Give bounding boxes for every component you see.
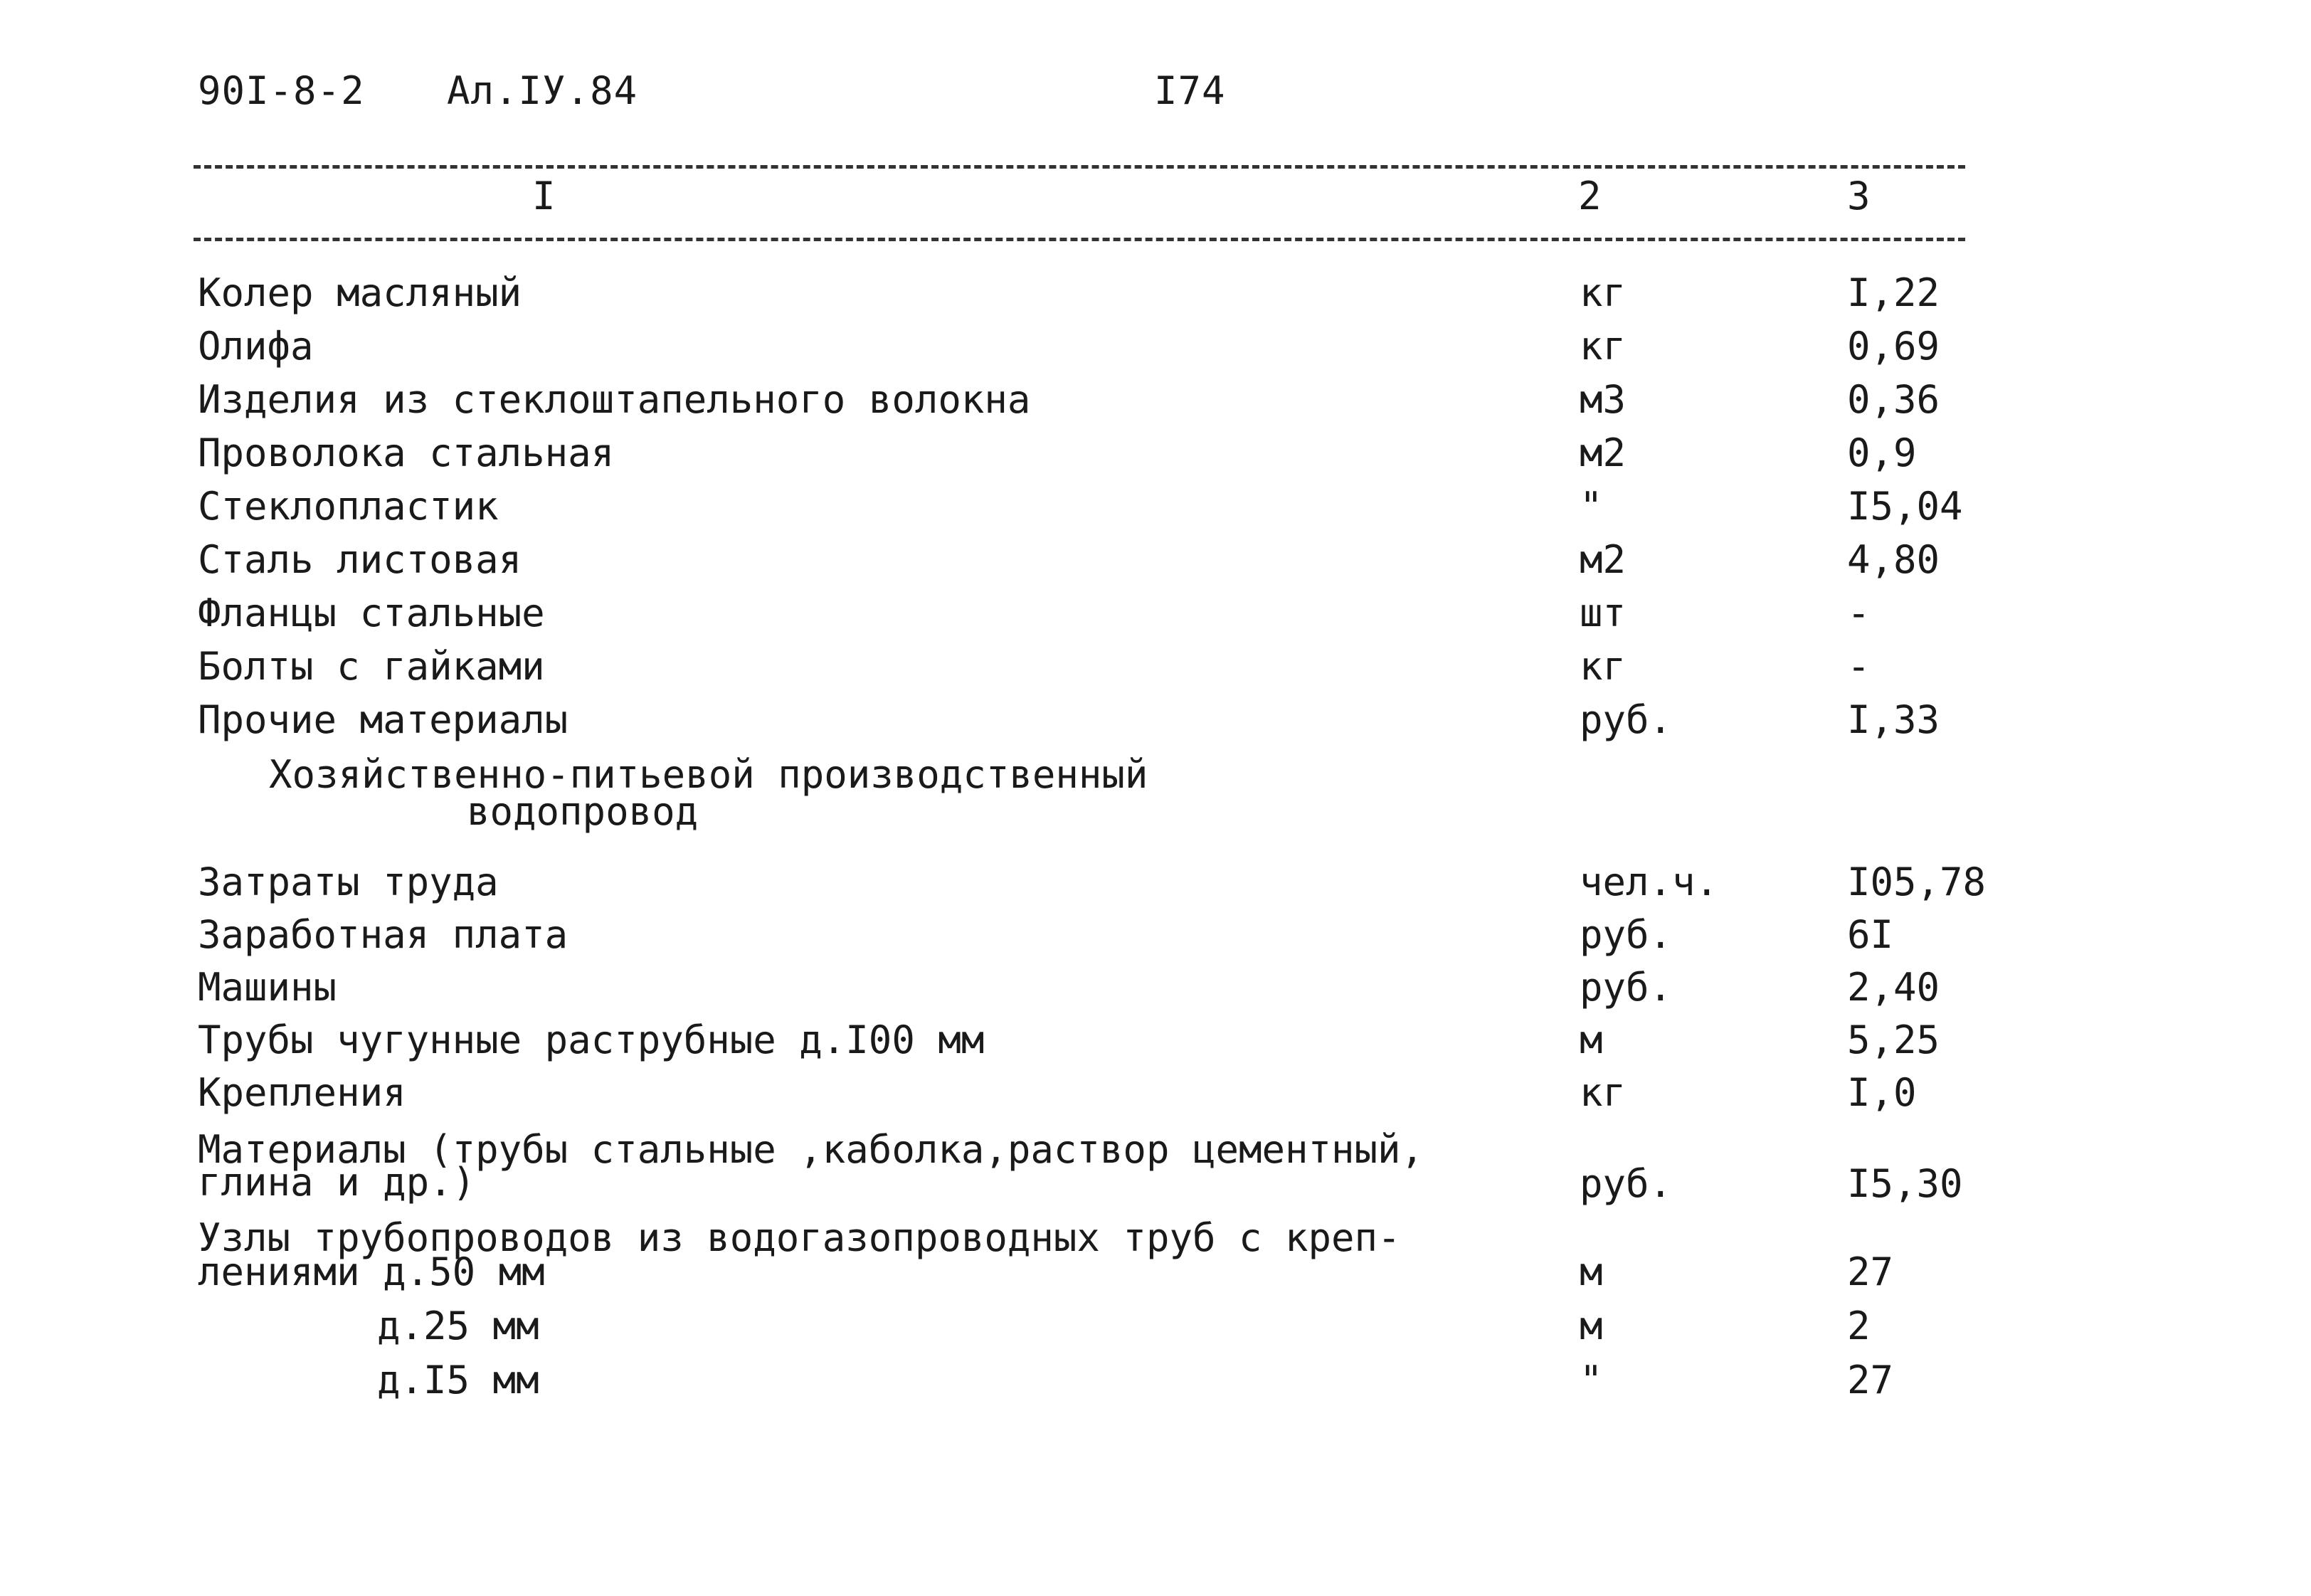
row-name: Стеклопластик xyxy=(198,484,499,529)
row-value: 27 xyxy=(1847,1358,1894,1402)
row-unit: руб. xyxy=(1580,1161,1673,1206)
row-name: Машины xyxy=(198,965,337,1010)
row-name: Сталь листовая xyxy=(198,537,522,582)
row-unit: кг xyxy=(1580,1070,1627,1115)
row-name: Болты с гайками xyxy=(198,644,545,689)
row-unit: шт xyxy=(1580,591,1627,635)
row-value: 27 xyxy=(1847,1249,1894,1294)
row-name: Фланцы стальные xyxy=(198,591,545,635)
row-value: - xyxy=(1847,591,1871,635)
row-unit: м3 xyxy=(1580,377,1627,422)
row-value: I,33 xyxy=(1847,697,1940,742)
row-value: I5,30 xyxy=(1847,1161,1963,1206)
column-header-value: 3 xyxy=(1847,174,1871,218)
row-name: Затраты труда xyxy=(198,860,499,904)
page-number: I74 xyxy=(1154,68,1226,113)
row-value: 0,9 xyxy=(1847,430,1917,475)
column-header-name: I xyxy=(532,174,556,218)
row-unit: чел.ч. xyxy=(1580,860,1719,904)
row-unit: м xyxy=(1580,1249,1603,1294)
row-name: д.25 мм xyxy=(377,1304,539,1348)
row-name: Трубы чугунные раструбные д.I00 мм xyxy=(198,1018,985,1062)
row-value: 2,40 xyxy=(1847,965,1940,1010)
row-unit: кг xyxy=(1580,644,1627,689)
row-value: 0,69 xyxy=(1847,324,1940,369)
row-value: I5,04 xyxy=(1847,484,1963,529)
row-value: I,22 xyxy=(1847,270,1940,315)
row-unit: " xyxy=(1580,1358,1603,1402)
row-name-continued: лениями д.50 мм xyxy=(198,1249,545,1294)
row-name: Изделия из стеклоштапельного волокна xyxy=(198,377,1031,422)
row-name: Олифа xyxy=(198,324,314,369)
sheet-reference: Ал.IУ.84 xyxy=(447,68,638,113)
row-unit: руб. xyxy=(1580,697,1673,742)
row-value: 6I xyxy=(1847,912,1894,957)
row-value: 5,25 xyxy=(1847,1018,1940,1062)
row-unit: м xyxy=(1580,1304,1603,1348)
row-unit: " xyxy=(1580,484,1603,529)
column-header-unit: 2 xyxy=(1578,174,1602,218)
document-code: 90I-8-2 xyxy=(198,68,365,113)
row-value: - xyxy=(1847,644,1871,689)
row-value: 0,36 xyxy=(1847,377,1940,422)
row-value: I,0 xyxy=(1847,1070,1917,1115)
row-name: Колер масляный xyxy=(198,270,522,315)
row-unit: м2 xyxy=(1580,537,1627,582)
row-value: I05,78 xyxy=(1847,860,1987,904)
section-title: Хозяйственно-питьевой производственный xyxy=(269,752,1148,797)
section-title-continued: водопровод xyxy=(467,789,699,834)
row-name: Материалы (трубы стальные ,каболка,раствор цементный, xyxy=(198,1127,1424,1172)
row-value: 2 xyxy=(1847,1304,1871,1348)
row-unit: м xyxy=(1580,1018,1603,1062)
row-name: д.I5 мм xyxy=(377,1358,539,1402)
row-name-continued: глина и др.) xyxy=(198,1160,476,1205)
row-name: Узлы трубопроводов из водогазопроводных труб с креп- xyxy=(198,1215,1401,1260)
row-unit: м2 xyxy=(1580,430,1627,475)
row-name: Проволока стальная xyxy=(198,430,615,475)
row-unit: руб. xyxy=(1580,912,1673,957)
row-name: Крепления xyxy=(198,1070,406,1115)
row-value: 4,80 xyxy=(1847,537,1940,582)
row-name: Заработная плата xyxy=(198,912,569,957)
row-name: Прочие материалы xyxy=(198,697,569,742)
row-unit: кг xyxy=(1580,324,1627,369)
row-unit: кг xyxy=(1580,270,1627,315)
row-unit: руб. xyxy=(1580,965,1673,1010)
